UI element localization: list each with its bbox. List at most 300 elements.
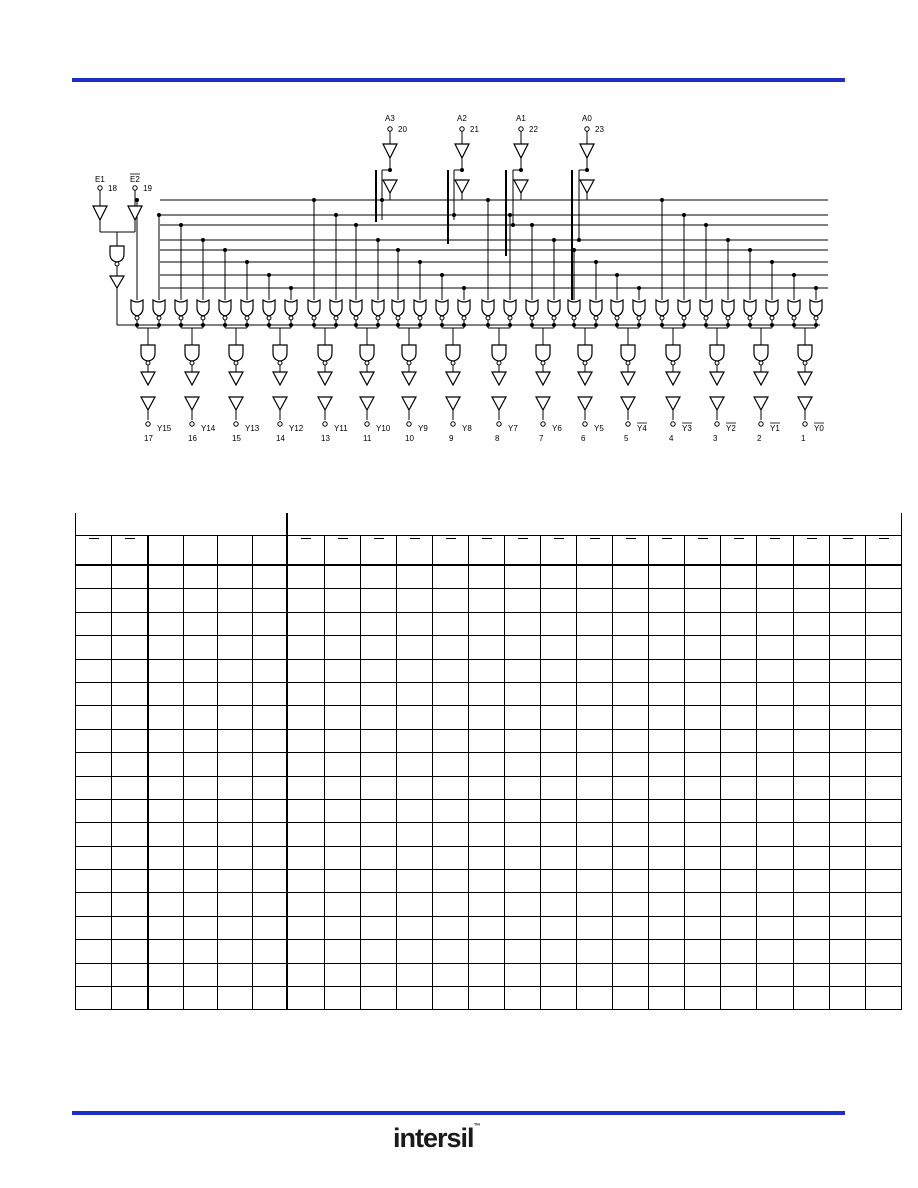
table-cell (112, 729, 149, 752)
junction-dot (585, 168, 589, 172)
table-cell (649, 776, 685, 799)
table-cell (505, 612, 541, 635)
table-cell (148, 706, 184, 729)
table-cell (469, 565, 505, 589)
table-cell (794, 846, 830, 869)
table-cell (287, 706, 325, 729)
table-cell (148, 753, 184, 776)
table-cell (469, 823, 505, 846)
overbar-mark (698, 538, 708, 539)
header-cell (397, 536, 433, 566)
table-cell (287, 963, 325, 986)
table-cell (112, 916, 149, 939)
table-cell (184, 870, 218, 893)
nor-gate (372, 300, 384, 316)
table-cell (218, 870, 253, 893)
table-cell (613, 916, 649, 939)
nand-gate (666, 345, 680, 361)
table-cell (830, 870, 866, 893)
table-cell (505, 870, 541, 893)
junction-dot (418, 323, 422, 327)
table-cell (287, 987, 325, 1010)
junction-dot (508, 213, 512, 217)
table-cell (184, 729, 218, 752)
table-cell (866, 987, 902, 1010)
junction-dot (179, 323, 183, 327)
table-cell (613, 823, 649, 846)
table-cell (184, 963, 218, 986)
buffer-gate (185, 397, 199, 410)
table-cell (469, 729, 505, 752)
table-cell (721, 846, 757, 869)
inversion-bubble (486, 316, 490, 320)
table-cell (361, 729, 397, 752)
header-cell (469, 536, 505, 566)
table-cell (649, 589, 685, 612)
pin-terminal (759, 422, 763, 426)
table-cell (433, 870, 469, 893)
overbar-mark (338, 538, 348, 539)
table-cell (505, 916, 541, 939)
table-cell (541, 565, 577, 589)
table-cell (361, 636, 397, 659)
table-cell (794, 706, 830, 729)
table-cell (866, 846, 902, 869)
table-cell (577, 823, 613, 846)
table-cell (112, 659, 149, 682)
table-cell (685, 870, 721, 893)
table-cell (76, 612, 112, 635)
table-cell (76, 753, 112, 776)
inversion-bubble (334, 316, 338, 320)
table-cell (721, 565, 757, 589)
table-cell (505, 682, 541, 705)
table-cell (613, 612, 649, 635)
table-cell (757, 963, 794, 986)
table-cell (866, 776, 902, 799)
buffer-gate (580, 144, 594, 158)
table-cell (184, 565, 218, 589)
enable-name: E2 (130, 175, 140, 184)
table-cell (433, 940, 469, 963)
table-cell (76, 963, 112, 986)
table-cell (757, 846, 794, 869)
table-row (76, 893, 902, 916)
nor-gate (197, 300, 209, 316)
table-cell (325, 799, 361, 822)
header-cell (287, 536, 325, 566)
table-cell (433, 565, 469, 589)
table-cell (433, 659, 469, 682)
junction-dot (312, 198, 316, 202)
table-cell (649, 916, 685, 939)
table-cell (613, 682, 649, 705)
table-cell (287, 893, 325, 916)
output-pin: 3 (713, 434, 718, 443)
table-cell (649, 963, 685, 986)
table-cell (253, 963, 288, 986)
table-cell (397, 940, 433, 963)
gates (93, 127, 822, 426)
table-cell (541, 846, 577, 869)
table-cell (866, 963, 902, 986)
output-name: Y14 (201, 424, 216, 433)
table-cell (433, 916, 469, 939)
table-cell (218, 753, 253, 776)
header-cell (148, 536, 184, 566)
table-cell (469, 682, 505, 705)
table-cell (325, 729, 361, 752)
buffer-gate (798, 372, 812, 385)
table-row (76, 729, 902, 752)
table-cell (866, 799, 902, 822)
table-cell (184, 659, 218, 682)
nor-gate (458, 300, 470, 316)
table-cell (361, 963, 397, 986)
overbar-mark (879, 538, 889, 539)
table-cell (433, 776, 469, 799)
overbar-mark (590, 538, 600, 539)
table-cell (721, 893, 757, 916)
table-cell (505, 940, 541, 963)
table-cell (325, 612, 361, 635)
buffer-gate (446, 372, 460, 385)
junction-dot (380, 198, 384, 202)
table-cell (218, 987, 253, 1010)
inversion-bubble (497, 361, 501, 365)
table-cell (830, 729, 866, 752)
table-cell (397, 987, 433, 1010)
address-pin: 20 (398, 125, 407, 134)
table-cell (505, 823, 541, 846)
junction-dot (462, 286, 466, 290)
table-cell (433, 823, 469, 846)
junction-dot (814, 286, 818, 290)
table-cell (469, 916, 505, 939)
table-cell (794, 589, 830, 612)
table-cell (76, 659, 112, 682)
table-cell (287, 612, 325, 635)
buffer-gate (754, 372, 768, 385)
table-cell (794, 870, 830, 893)
pin-terminal (146, 422, 150, 426)
table-cell (287, 589, 325, 612)
overbar-mark (626, 538, 636, 539)
table-cell (613, 636, 649, 659)
header-cell (613, 536, 649, 566)
inversion-bubble (201, 316, 205, 320)
table-cell (148, 636, 184, 659)
table-cell (721, 776, 757, 799)
junction-dot (682, 323, 686, 327)
inversion-bubble (157, 316, 161, 320)
table-cell (148, 893, 184, 916)
table-cell (253, 916, 288, 939)
table-cell (433, 799, 469, 822)
table-cell (830, 565, 866, 589)
table-cell (397, 636, 433, 659)
table-row (76, 565, 902, 589)
table-cell (721, 823, 757, 846)
header-cell (541, 536, 577, 566)
table-cell (253, 823, 288, 846)
junction-dot (704, 323, 708, 327)
table-cell (685, 823, 721, 846)
overbar-mark (662, 538, 672, 539)
pin-terminal (388, 127, 392, 131)
table-cell (287, 870, 325, 893)
address-name: A3 (385, 114, 395, 123)
buffer-gate (185, 372, 199, 385)
pin-terminal (234, 422, 238, 426)
table-row (76, 636, 902, 659)
table-cell (253, 659, 288, 682)
table-cell (253, 729, 288, 752)
table-cell (577, 565, 613, 589)
trademark-symbol: ™ (473, 1123, 481, 1130)
pin-terminal (278, 422, 282, 426)
table-cell (433, 636, 469, 659)
table-cell (613, 776, 649, 799)
buffer-gate (536, 397, 550, 410)
inversion-bubble (278, 361, 282, 365)
pin-terminal (671, 422, 675, 426)
table-cell (287, 729, 325, 752)
nor-gate (436, 300, 448, 316)
table-cell (757, 987, 794, 1010)
table-cell (757, 823, 794, 846)
table-cell (397, 893, 433, 916)
table-cell (184, 893, 218, 916)
table-cell (325, 846, 361, 869)
table-cell (218, 846, 253, 869)
table-cell (866, 682, 902, 705)
table-cell (830, 589, 866, 612)
table-cell (613, 846, 649, 869)
pin-terminal (365, 422, 369, 426)
nand-gate (110, 246, 124, 262)
table-cell (148, 729, 184, 752)
table-cell (469, 963, 505, 986)
buffer-gate (798, 397, 812, 410)
junction-dot (792, 273, 796, 277)
nor-gate (678, 300, 690, 316)
junction-dot (486, 198, 490, 202)
table-cell (397, 706, 433, 729)
table-cell (76, 636, 112, 659)
pin-terminal (98, 186, 102, 190)
table-cell (433, 589, 469, 612)
nor-gate (241, 300, 253, 316)
table-cell (613, 659, 649, 682)
inversion-bubble (704, 316, 708, 320)
output-pin: 6 (581, 434, 586, 443)
nor-gate (568, 300, 580, 316)
nor-gate (330, 300, 342, 316)
table-cell (541, 682, 577, 705)
table-cell (794, 963, 830, 986)
table-cell (469, 706, 505, 729)
table-row (76, 612, 902, 635)
table-cell (112, 799, 149, 822)
table-cell (361, 799, 397, 822)
junction-dot (223, 248, 227, 252)
table-cell (148, 963, 184, 986)
table-cell (685, 987, 721, 1010)
table-cell (866, 706, 902, 729)
table-cell (361, 893, 397, 916)
nor-gate (414, 300, 426, 316)
table-cell (830, 963, 866, 986)
table-cell (541, 589, 577, 612)
buffer-gate (360, 372, 374, 385)
junction-dot (615, 323, 619, 327)
junction-dot (530, 223, 534, 227)
table-cell (469, 940, 505, 963)
overbar-mark (843, 538, 853, 539)
header-cell (505, 536, 541, 566)
table-cell (148, 776, 184, 799)
table-row (76, 846, 902, 869)
nand-gate (318, 345, 332, 361)
table-cell (613, 870, 649, 893)
nor-gate (263, 300, 275, 316)
buffer-gate (514, 180, 528, 193)
inversion-bubble (146, 361, 150, 365)
table-cell (397, 682, 433, 705)
table-cell (469, 987, 505, 1010)
nand-gate (229, 345, 243, 361)
table-cell (469, 846, 505, 869)
nand-gate (492, 345, 506, 361)
table-cell (184, 776, 218, 799)
table-cell (541, 987, 577, 1010)
buffer-gate (383, 144, 397, 158)
table-cell (794, 776, 830, 799)
junction-dot (354, 223, 358, 227)
table-cell (649, 636, 685, 659)
table-cell (112, 776, 149, 799)
table-cell (757, 565, 794, 589)
junction-dot (396, 248, 400, 252)
table-cell (541, 870, 577, 893)
table-cell (613, 729, 649, 752)
table-cell (184, 916, 218, 939)
table-header-row (76, 536, 902, 566)
inversion-bubble (354, 316, 358, 320)
buffer-gate (455, 180, 469, 193)
table-cell (577, 659, 613, 682)
table-cell (184, 753, 218, 776)
table-cell (613, 706, 649, 729)
table-cell (218, 682, 253, 705)
table-cell (541, 799, 577, 822)
junction-dot (814, 323, 818, 327)
buffer-gate (578, 372, 592, 385)
table-cell (397, 916, 433, 939)
table-cell (361, 753, 397, 776)
table-cell (469, 636, 505, 659)
output-pin: 7 (539, 434, 544, 443)
table-cell (112, 846, 149, 869)
table-cell (361, 589, 397, 612)
table-cell (505, 729, 541, 752)
overbar-mark (770, 538, 780, 539)
table-cell (649, 799, 685, 822)
inversion-bubble (323, 361, 327, 365)
junction-dot (245, 323, 249, 327)
table-cell (794, 729, 830, 752)
table-cell (397, 729, 433, 752)
table-cell (577, 729, 613, 752)
header-cell (184, 536, 218, 566)
table-cell (287, 682, 325, 705)
table-row (76, 963, 902, 986)
junction-dot (577, 238, 581, 242)
table-cell (757, 729, 794, 752)
inversion-bubble (682, 316, 686, 320)
buffer-gate (93, 206, 107, 220)
output-name: Y15 (157, 424, 172, 433)
table-cell (505, 776, 541, 799)
table-cell (613, 799, 649, 822)
output-name: Y1 (770, 424, 780, 433)
table-cell (148, 799, 184, 822)
logo-text: intersil (393, 1123, 474, 1153)
inversion-bubble (396, 316, 400, 320)
junction-dot (572, 248, 576, 252)
table-cell (757, 612, 794, 635)
inversion-bubble (267, 316, 271, 320)
table-cell (757, 753, 794, 776)
address-pin: 22 (529, 125, 538, 134)
nor-gate (504, 300, 516, 316)
table-cell (613, 940, 649, 963)
table-cell (253, 846, 288, 869)
header-cell (112, 536, 149, 566)
table-cell (184, 706, 218, 729)
table-cell (830, 916, 866, 939)
inversion-bubble (289, 316, 293, 320)
junction-dot (726, 238, 730, 242)
buffer-gate (492, 372, 506, 385)
table-cell (577, 612, 613, 635)
header-cell (649, 536, 685, 566)
table-cell (794, 565, 830, 589)
nor-gate (153, 300, 165, 316)
table-cell (325, 987, 361, 1010)
table-cell (469, 776, 505, 799)
buffer-gate (110, 276, 124, 288)
junction-dot (660, 198, 664, 202)
header-cell (76, 536, 112, 566)
table-cell (325, 706, 361, 729)
table-cell (685, 682, 721, 705)
output-name: Y0 (814, 424, 824, 433)
table-cell (76, 799, 112, 822)
output-name: Y4 (637, 424, 647, 433)
inversion-bubble (814, 316, 818, 320)
table-cell (721, 916, 757, 939)
table-cell (541, 706, 577, 729)
junction-dot (388, 168, 392, 172)
inversion-bubble (234, 361, 238, 365)
header-cell (325, 536, 361, 566)
table-cell (685, 799, 721, 822)
table-cell (649, 870, 685, 893)
table-cell (397, 589, 433, 612)
table-cell (325, 636, 361, 659)
